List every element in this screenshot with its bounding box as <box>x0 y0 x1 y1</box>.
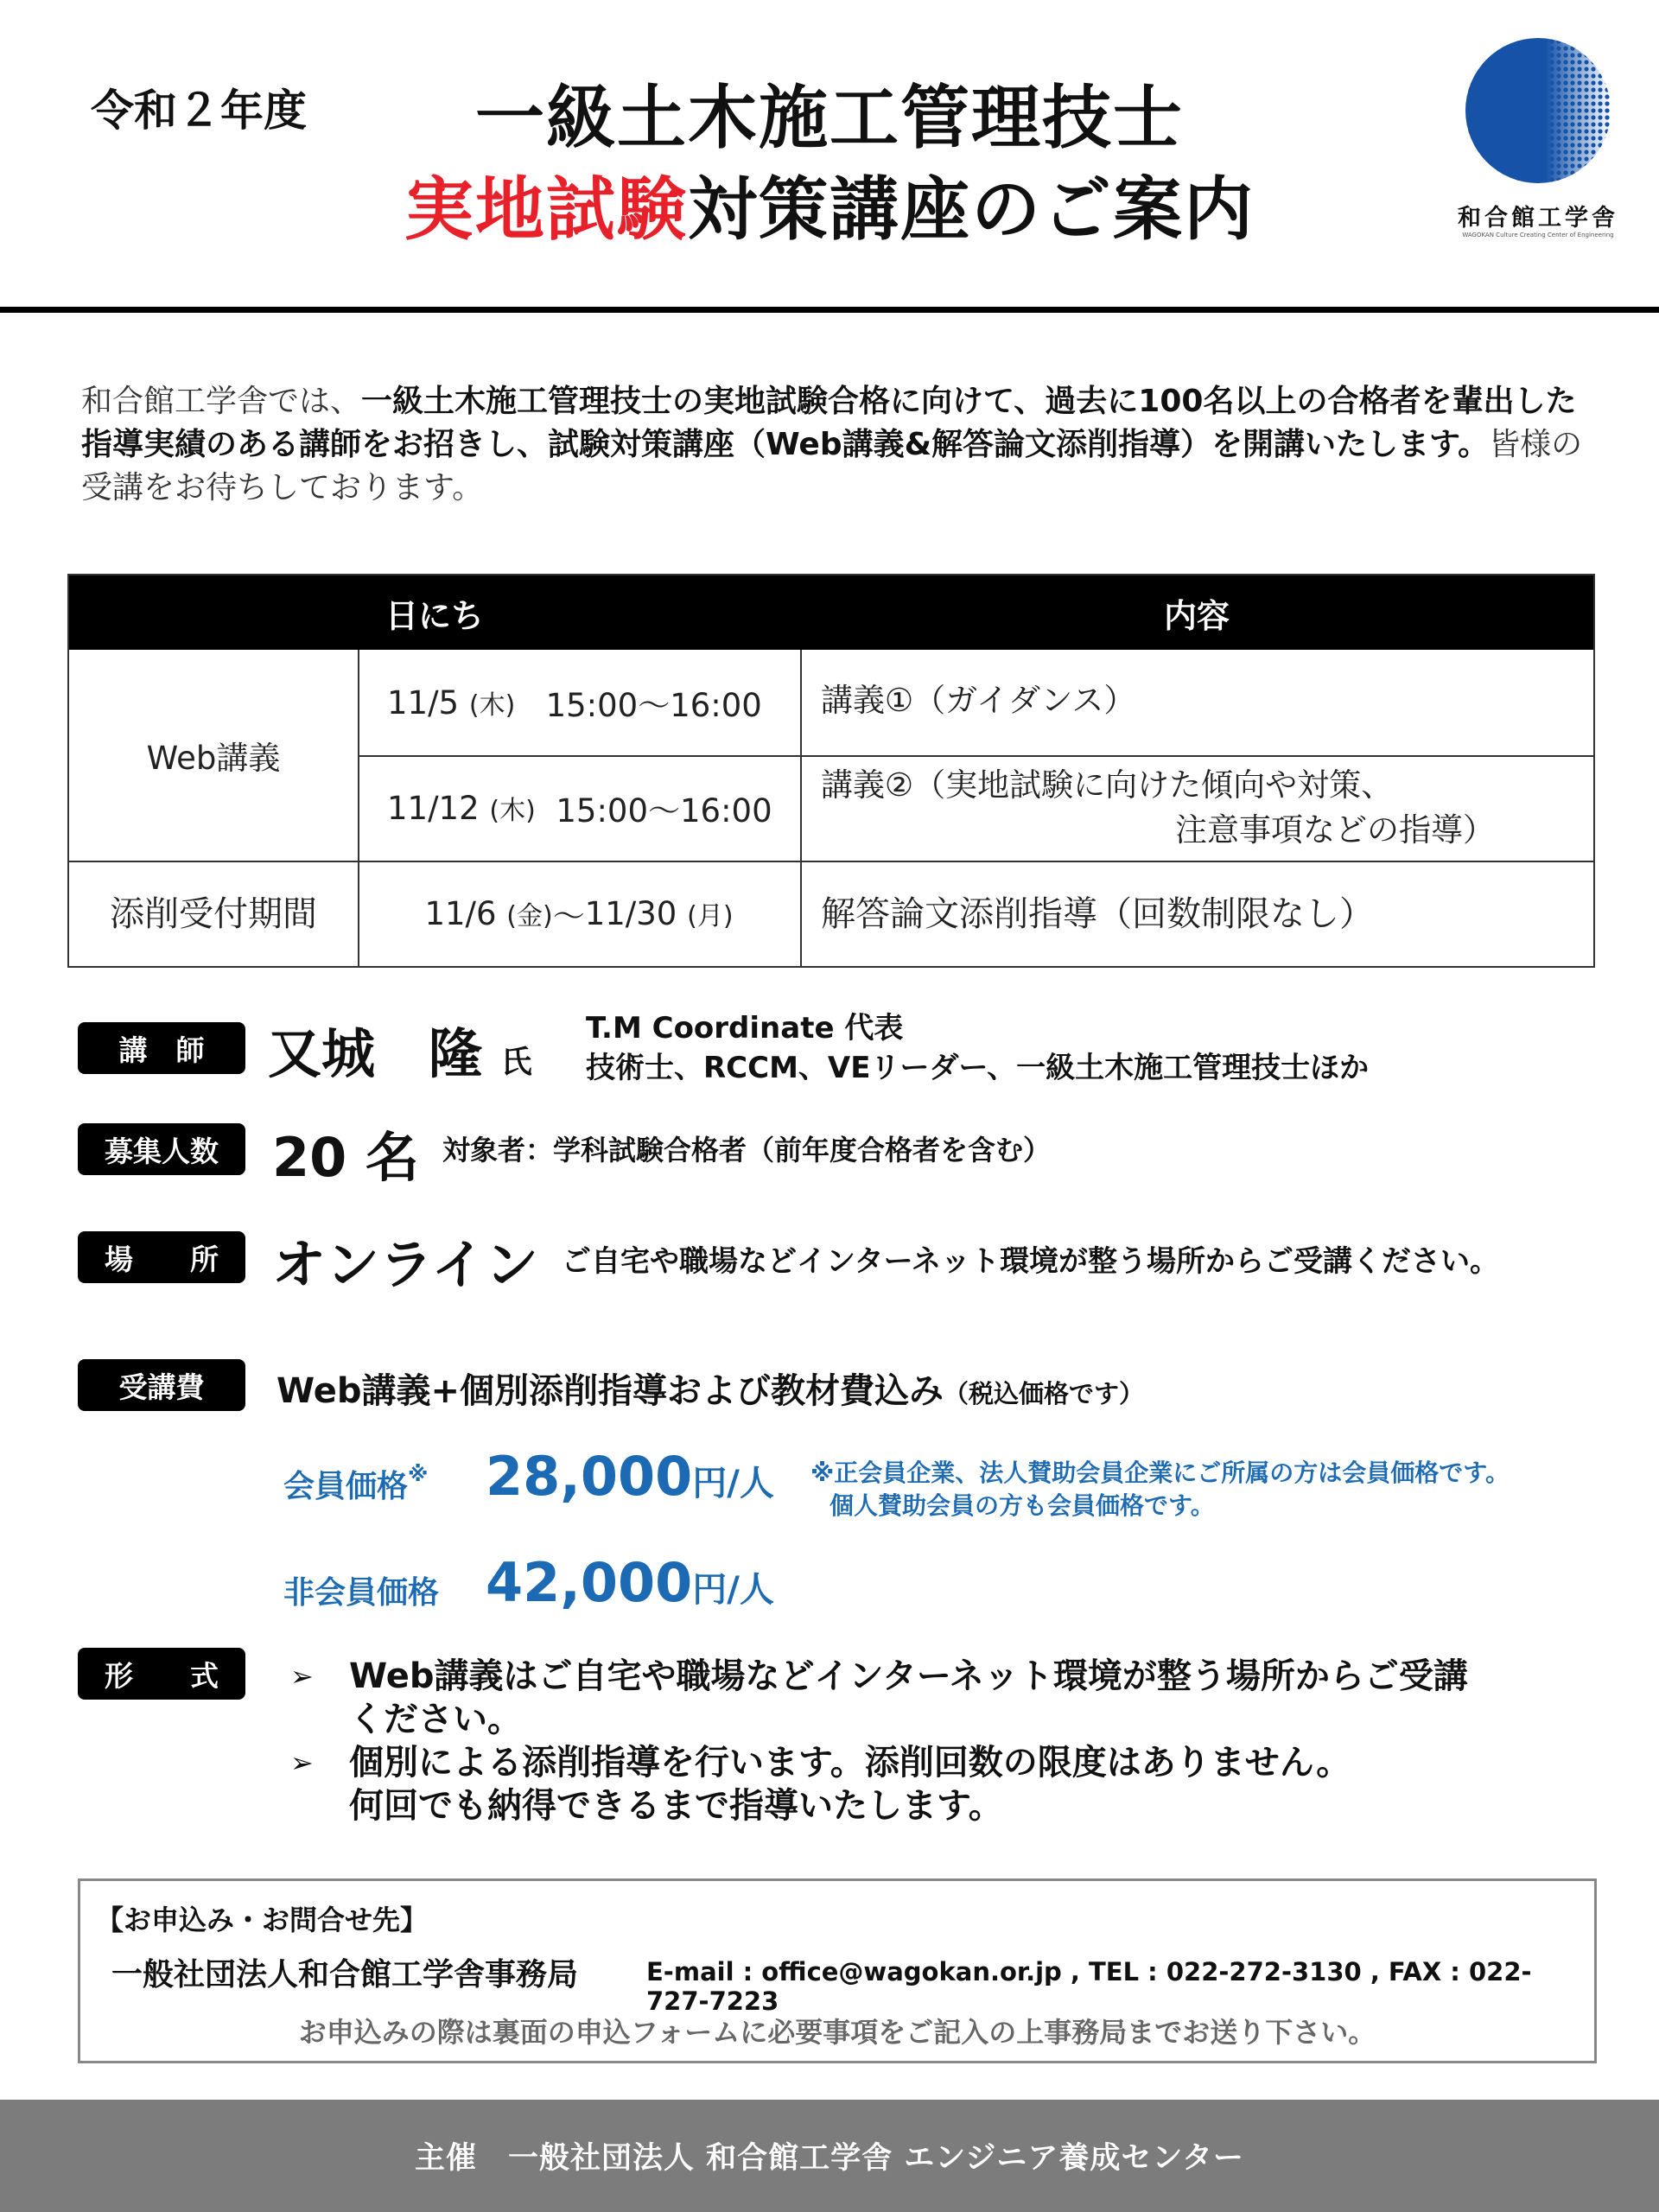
row2-content: 講義②（実地試験に向けた傾向や対策、 注意事項などの指導） <box>821 766 1495 849</box>
capacity-label: 募集人数 <box>78 1123 245 1175</box>
row1-date: 11/5 (木) 15:00〜16:00 <box>387 683 762 724</box>
header-date: 日にち <box>69 575 800 650</box>
contact-note: お申込みの際は裏面の申込フォームに必要事項をご記入の上事務局までお送り下さい。 <box>298 2016 1376 2049</box>
arrow-bullet-icon: ➢ <box>290 1660 314 1693</box>
schedule-table <box>67 574 1595 968</box>
fee-description: Web講義+個別添削指導および教材費込み（税込価格です） <box>276 1371 1144 1411</box>
correction-period-dates: 11/6 (金) 〜 11/30 (月) <box>424 894 734 935</box>
member-price: 28,000円/人 <box>486 1445 774 1508</box>
target-audience: 対象者：学科試験合格者（前年度合格者を含む） <box>442 1134 1052 1166</box>
correction-content: 解答論文添削指導（回数制限なし） <box>821 893 1374 934</box>
page-title-line2 <box>0 154 1659 253</box>
web-lecture-label: Web講義 <box>146 740 281 777</box>
intro-part1: 和合館工学舎では、 <box>81 384 362 419</box>
arrow-bullet-icon: ➢ <box>290 1746 314 1779</box>
logo-subtitle: WAGOKAN Culture Creating Center of Engineering <box>1462 232 1614 238</box>
header-divider <box>0 307 1659 313</box>
format-list <box>290 1655 1468 1827</box>
format-label: 形 式 <box>78 1648 245 1700</box>
venue-note: ご自宅や職場などインターネット環境が整う場所からご受講ください。 <box>562 1244 1499 1279</box>
venue-value: オンライン <box>272 1233 539 1296</box>
format-item-2: ➢ 個別による添削指導を行います。添削回数の限度はありません。 何回でも納得できるまで指導いたします。 <box>290 1743 1351 1826</box>
instructor-title: T.M Coordinate 代表 技術士、RCCM、VEリーダー、一級土木施工管理技士ほか <box>586 1011 1370 1085</box>
format-item-1: ➢ Web講義はご自宅や職場などインターネット環境が整う場所からご受講 ください。 <box>290 1656 1468 1739</box>
row2-date: 11/12 (木) 15:00〜16:00 <box>387 789 772 830</box>
instructor-name: 又城 隆 氏 <box>268 1022 532 1085</box>
instructor-label: 講 師 <box>78 1022 245 1074</box>
member-price-note: ※正会員企業、法人賛助会員企業にご所属の方は会員価格です。 個人賛助会員の方も会員価格です。 <box>810 1459 1510 1520</box>
header-content: 内容 <box>800 575 1593 650</box>
correction-period-label: 添削受付期間 <box>110 893 317 934</box>
logo-name: 和合館工学舎 <box>1458 205 1618 232</box>
venue-label: 場 所 <box>78 1231 245 1283</box>
title-rest: 対策講座のご案内 <box>688 169 1255 250</box>
nonmember-price-label: 非会員価格 <box>283 1575 440 1611</box>
fee-label: 受講費 <box>78 1359 245 1411</box>
intro-part2: 一級土木施工管理技士の実地試験合格に向けて、過去に100名以上の合格者を輩出した指導実績のある講師をお招きし、試験対策講座（Web講義&解答論文添削指導）を開講いたします。 <box>81 384 1577 462</box>
fiscal-year: 令和２年度 <box>91 86 307 136</box>
contact-organization: 一般社団法人和合館工学舎事務局 <box>111 1957 579 1993</box>
contact-heading: 【お申込み・お問合せ先】 <box>96 1904 429 1936</box>
member-price-label: 会員価格※ <box>283 1462 429 1504</box>
row1-content: 講義①（ガイダンス） <box>821 682 1136 719</box>
intro-part3: 皆様の受講をお待ちしております。 <box>81 427 1583 505</box>
page-title-line1: 一級土木施工管理技士 <box>475 78 1184 158</box>
logo-globe-icon <box>1452 24 1624 197</box>
footer-organizer: 主催 一般社団法人 和合館工学舎 エンジニア養成センター <box>0 2100 1659 2212</box>
contact-box <box>78 1878 1597 2063</box>
contact-details: E-mail : office@wagokan.or.jp , TEL : 022-272-3130 , FAX : 022-727-7223 <box>646 1957 1532 2016</box>
title-highlight: 実地試験 <box>404 169 688 250</box>
nonmember-price: 42,000円/人 <box>486 1551 774 1614</box>
capacity-number: 20 名 <box>272 1126 419 1189</box>
intro-paragraph <box>81 380 1585 510</box>
